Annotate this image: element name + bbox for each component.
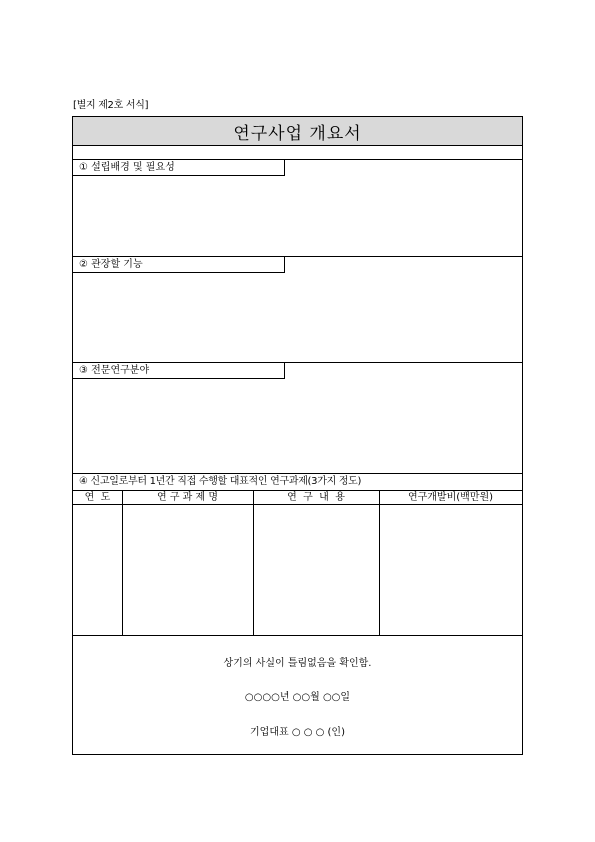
section-2-content-area[interactable] [73, 273, 522, 362]
section-3-heading: ③ 전문연구분야 [73, 363, 285, 379]
form-title: 연구사업 개요서 [73, 117, 522, 146]
section-3-content-area[interactable] [73, 379, 522, 473]
research-table-header [73, 490, 522, 505]
table-cell-project-name[interactable] [123, 506, 252, 635]
confirmation-statement: 상기의 사실이 틀림없음을 확인함. [223, 658, 372, 669]
table-cell-year[interactable] [73, 506, 121, 635]
column-header-year: 연 도 [84, 492, 111, 503]
table-cell-budget[interactable] [380, 506, 522, 635]
section-1-heading: ① 설립배경 및 필요성 [73, 160, 285, 176]
table-cell-content[interactable] [254, 506, 378, 635]
column-header-content: 연 구 내 용 [287, 492, 345, 503]
form-number-label: [별지 제2호 서식] [73, 100, 149, 111]
representative-signature: 기업대표 ○ ○ ○ (인) [250, 727, 345, 738]
section-2-heading: ② 관장할 기능 [73, 257, 285, 273]
column-header-budget: 연구개발비(백만원) [407, 492, 494, 503]
section-4-heading: ④ 신고일로부터 1년간 직접 수행할 대표적인 연구과제(3가지 정도) [79, 476, 362, 487]
divider [73, 635, 522, 636]
column-header-project-name: 연 구 과 제 명 [156, 492, 218, 503]
confirmation-date: ○○○○년 ○○월 ○○일 [244, 692, 351, 703]
section-1-content-area[interactable] [73, 176, 522, 256]
form-frame [72, 116, 523, 755]
